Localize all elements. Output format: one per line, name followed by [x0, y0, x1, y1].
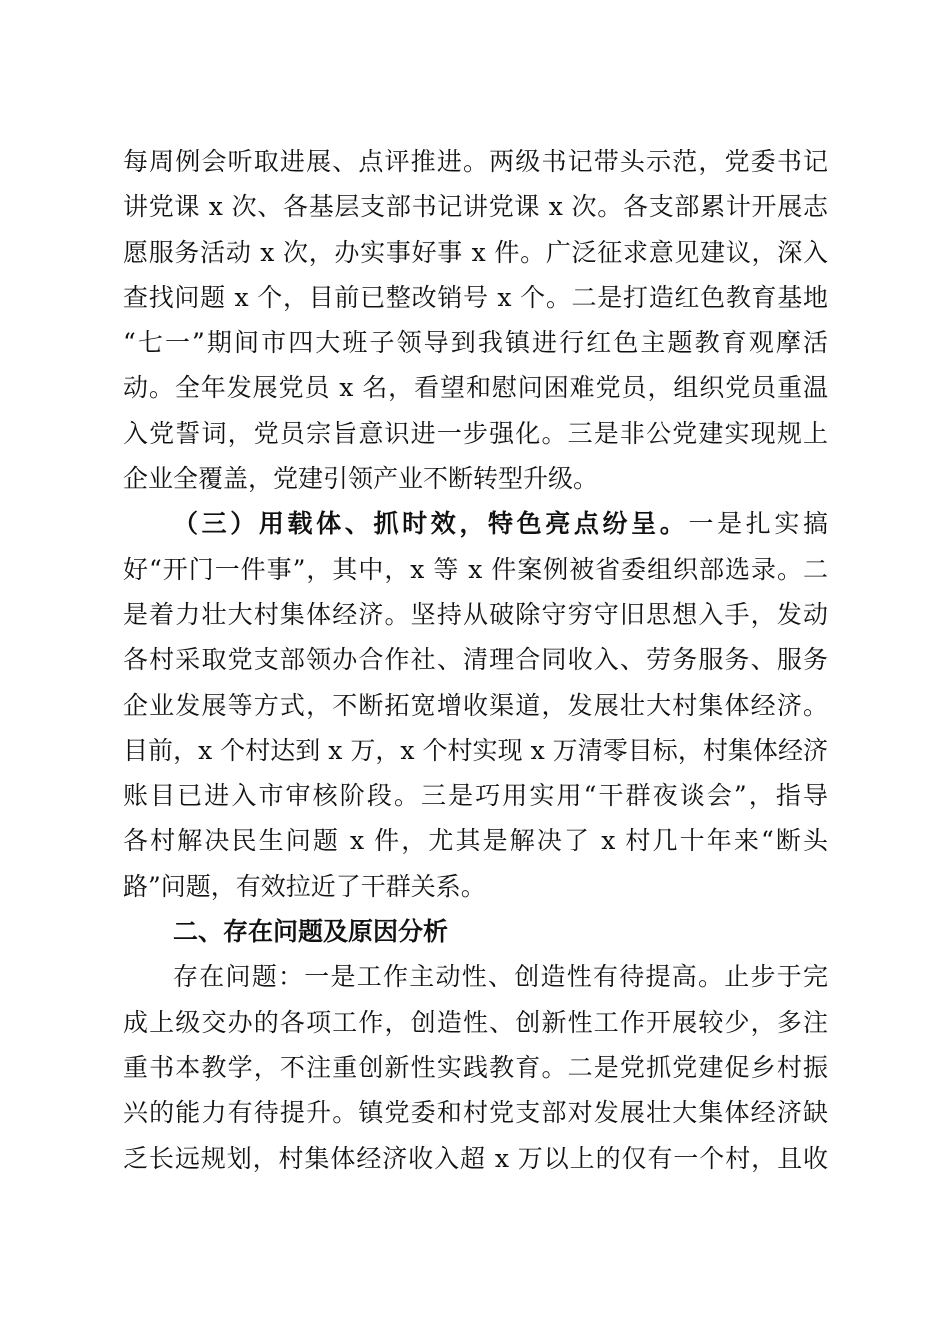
text-line: “七一”期间市四大班子领导到我镇进行红色主题教育观摩活 — [123, 328, 828, 358]
paragraph-party-building — [123, 139, 828, 501]
paragraph-problems — [123, 954, 828, 1180]
text-line: 账目已进入市审核阶段。三是巧用实用“干群夜谈会”，指导 — [123, 781, 828, 811]
document-body — [123, 139, 828, 1181]
text-line: 成上级交办的各项工作，创造性、创新性工作开展较少，多注 — [123, 1007, 828, 1037]
text-line: 存在问题：一是工作主动性、创造性有待提高。止步于完 — [173, 962, 828, 992]
subsection-heading: （三）用载体、抓时效，特色亮点纷呈。 — [173, 509, 689, 539]
text-line: 兴的能力有待提升。镇党委和村党支部对发展壮大集体经济缺 — [123, 1098, 828, 1128]
text-line: 企业发展等方式，不断拓宽增收渠道，发展壮大村集体经济。 — [123, 690, 828, 720]
section-heading: 二、存在问题及原因分析 — [173, 917, 449, 947]
text-line: 愿服务活动 x 次，办实事好事 x 件。广泛征求意见建议，深入 — [123, 237, 828, 267]
text-line: 每周例会听取进展、点评推进。两级书记带头示范，党委书记 — [123, 147, 828, 176]
text-line: 入党誓词，党员宗旨意识进一步强化。三是非公党建实现规上 — [123, 418, 828, 448]
text-line: 目前，x 个村达到 x 万，x 个村实现 x 万清零目标，村集体经济 — [123, 735, 828, 765]
text-line: 重书本教学，不注重创新性实践教育。二是党抓党建促乡村振 — [123, 1052, 828, 1082]
text-line: 各村解决民生问题 x 件，尤其是解决了 x 村几十年来“断头 — [123, 826, 828, 856]
text-line: 动。全年发展党员 x 名，看望和慰问困难党员，组织党员重温 — [123, 373, 828, 403]
text-line: 企业全覆盖，党建引领产业不断转型升级。 — [123, 464, 599, 494]
paragraph-highlights — [123, 501, 828, 909]
text-line: 查找问题 x 个，目前已整改销号 x 个。二是打造红色教育基地 — [123, 282, 828, 312]
text-line: 讲党课 x 次、各基层支部书记讲党课 x 次。各支部累计开展志 — [123, 192, 828, 222]
text-line: 乏长远规划，村集体经济收入超 x 万以上的仅有一个村，且收 — [123, 1143, 828, 1173]
text-line: 路”问题，有效拉近了干群关系。 — [123, 871, 486, 901]
text-run: 一是扎实搞 — [688, 509, 828, 539]
text-line: 各村采取党支部领办合作社、清理合同收入、劳务服务、服务 — [123, 645, 828, 675]
text-line — [123, 501, 828, 546]
text-line: 好“开门一件事”，其中，x 等 x 件案例被省委组织部选录。二 — [123, 554, 828, 584]
text-line: 是着力壮大村集体经济。坚持从破除守穷守旧思想入手，发动 — [123, 599, 828, 629]
